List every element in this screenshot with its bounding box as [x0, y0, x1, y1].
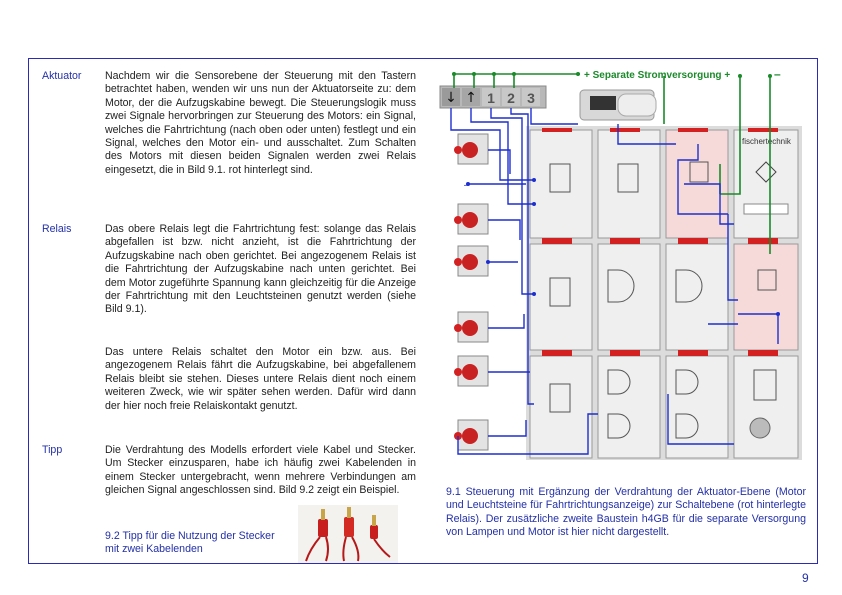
arrow-down-icon: ↓ — [445, 90, 457, 106]
section-label-relais: Relais — [42, 223, 72, 235]
key-2-label: 2 — [507, 90, 515, 106]
arrow-up-icon: ↑ — [465, 90, 477, 106]
keypad — [440, 86, 546, 108]
potentiometer-knob — [750, 418, 770, 438]
motor — [580, 90, 656, 120]
figure-9-2-photo — [298, 505, 398, 563]
minus-label: – — [774, 67, 781, 81]
power-module-plate — [744, 204, 788, 214]
figure-9-2-caption: 9.2 Tipp für die Nutzung der Stecker mit zwei Kabelenden — [105, 530, 275, 556]
brand-label: fischertechnik — [742, 137, 791, 146]
relay-lower — [734, 244, 798, 350]
lamp-modules — [454, 134, 488, 450]
page-number: 9 — [802, 571, 809, 585]
paragraph-relais-2: Das untere Relais schaltet den Motor ein bzw. aus. Bei angezogenem Relais fährt die Aufzugskabine, bei abgefallenem Relais bleibt sie stehen. Dieses untere Relais dient noch einem weiteren Zweck, wie wir später sehen werden. Dafür wird dann der hier noch freie Relaiskontakt genutzt. — [105, 346, 416, 412]
key-3-label: 3 — [527, 90, 535, 106]
section-label-aktuator: Aktuator — [42, 70, 82, 82]
key-1-label: 1 — [487, 90, 495, 106]
paragraph-tipp: Die Verdrahtung des Modells erfordert viele Kabel und Stecker. Um Stecker einzusparen, habe ich häufig zwei Kabelenden in einem Stecker untergebracht, wenn mehrere Verbindungen am gleichen Signal angeschlossen sind. Bild 9.2 zeigt ein Beispiel. — [105, 444, 416, 497]
power-supply-label: + Separate Stromversorgung + — [584, 70, 731, 81]
figure-9-1-caption: 9.1 Steuerung mit Ergänzung der Verdrahtung der Aktuator-Ebene (Motor und Leuchtsteine für Fahrtrichtungsanzeige) zur Schaltebene (rot hinterlegte Relais). Der zusätzliche zweite Baustein h4GB für die separate Versorgung von Lampen und Motor ist hier nicht dargestellt. — [446, 486, 806, 539]
paragraph-relais-1: Das obere Relais legt die Fahrtrichtung fest: solange das Relais abgefallen ist bzw. nicht anzieht, ist die Fahrtrichtung der Aufzugskabine nach oben gerichtet. Bei angezogenem Relais ist die Fahrtrichtung der Aufzugskabine nach unten gerichtet. Bei dem Motor zugeführte Spannung kann gleichzeitig für die Anzeige der Fahrtrichtung mit den Leuchtsteinen genutzt werden (siehe Bild 9.1). — [105, 223, 416, 316]
section-label-tipp: Tipp — [42, 444, 63, 456]
figure-9-1-diagram — [438, 64, 810, 464]
power-module — [734, 130, 798, 238]
wire-minus-sign: – — [464, 180, 470, 191]
paragraph-aktuator: Nachdem wir die Sensorebene der Steuerung mit den Tastern betrachtet haben, wenden wir uns nun der Aktuatorseite zu: dem Motor, der die Aufzugskabine bewegt. Die Steuerungslogik muss zwei Signale hervorbringen zur Steuerung des Motors: ein Signal, welches die Fahrtrichtung (nach oben oder unten) festlegt und ein Signal, welches den Motor ein- und ausschaltet. Zum Schalten des Motors mit diesen beiden Signalen werden zwei Relais eingesetzt, die in Bild 9.1. rot hinterlegt sind. — [105, 70, 416, 176]
